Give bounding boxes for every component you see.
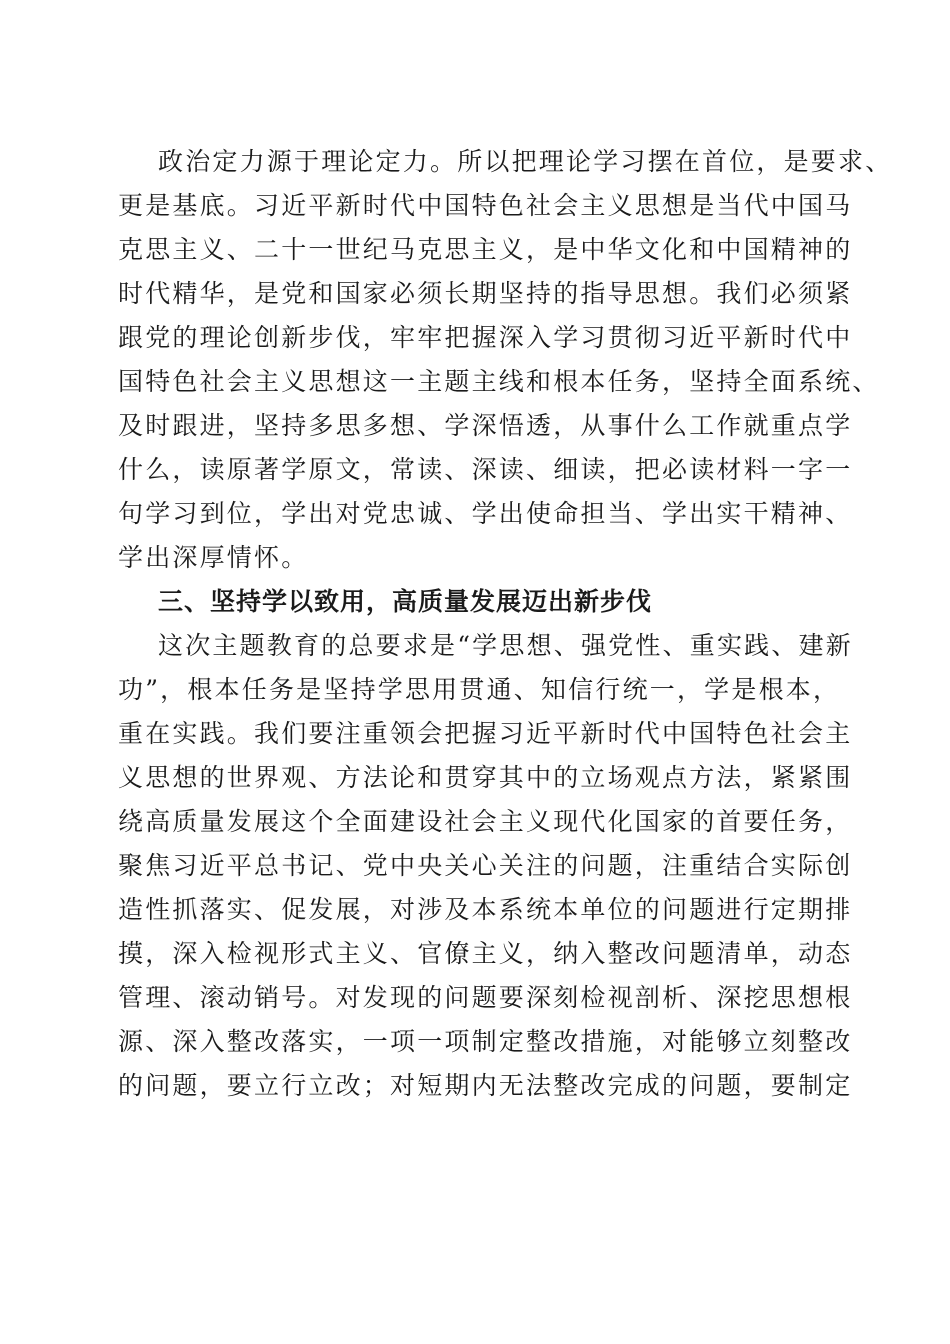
paragraph-line: 国特色社会主义思想这一主题主线和根本任务，坚持全面系统、: [118, 367, 880, 396]
paragraph-theory-study: [118, 140, 893, 580]
paragraph-line: 的问题，要立行立改；对短期内无法整改完成的问题，要制定: [118, 1071, 853, 1100]
paragraph-line: 这次主题教育的总要求是“学思想、强党性、重实践、建新: [158, 631, 853, 660]
paragraph-line: 摸，深入检视形式主义、官僚主义，纳入整改问题清单，动态: [118, 939, 853, 968]
paragraph-line: 跟党的理论创新步伐，牢牢把握深入学习贯彻习近平新时代中: [118, 323, 853, 352]
paragraph-line: 政治定力源于理论定力。所以把理论学习摆在首位，是要求、: [158, 147, 893, 176]
paragraph-line: 及时跟进，坚持多思多想、学深悟透，从事什么工作就重点学: [118, 411, 853, 440]
paragraph-line: 什么，读原著学原文，常读、深读、细读，把必读材料一字一: [118, 455, 853, 484]
section-heading-text: 三、坚持学以致用，高质量发展迈出新步伐: [158, 587, 653, 616]
paragraph-line: 重在实践。我们要注重领会把握习近平新时代中国特色社会主: [118, 719, 853, 748]
paragraph-line: 聚焦习近平总书记、党中央关心关注的问题，注重结合实际创: [118, 851, 853, 880]
paragraph-line: 克思主义、二十一世纪马克思主义，是中华文化和中国精神的: [118, 235, 853, 264]
paragraph-line: 功”，根本任务是坚持学思用贯通、知信行统一，学是根本，: [118, 675, 841, 704]
paragraph-line: 句学习到位，学出对党忠诚、学出使命担当、学出实干精神、: [118, 499, 853, 528]
paragraph-line: 更是基底。习近平新时代中国特色社会主义思想是当代中国马: [118, 191, 853, 220]
paragraph-line: 学出深厚情怀。: [118, 543, 309, 572]
paragraph-line: 义思想的世界观、方法论和贯穿其中的立场观点方法，紧紧围: [118, 763, 853, 792]
paragraph-line: 时代精华，是党和国家必须长期坚持的指导思想。我们必须紧: [118, 279, 853, 308]
paragraph-line: 造性抓落实、促发展，对涉及本系统本单位的问题进行定期排: [118, 895, 853, 924]
paragraph-line: 管理、滚动销号。对发现的问题要深刻检视剖析、深挖思想根: [118, 983, 853, 1012]
paragraph-line: 绕高质量发展这个全面建设社会主义现代化国家的首要任务，: [118, 807, 853, 836]
paragraph-apply-learning: [118, 624, 853, 1108]
section-heading-3: [118, 580, 838, 624]
paragraph-line: 源、深入整改落实，一项一项制定整改措施，对能够立刻整改: [118, 1027, 853, 1056]
